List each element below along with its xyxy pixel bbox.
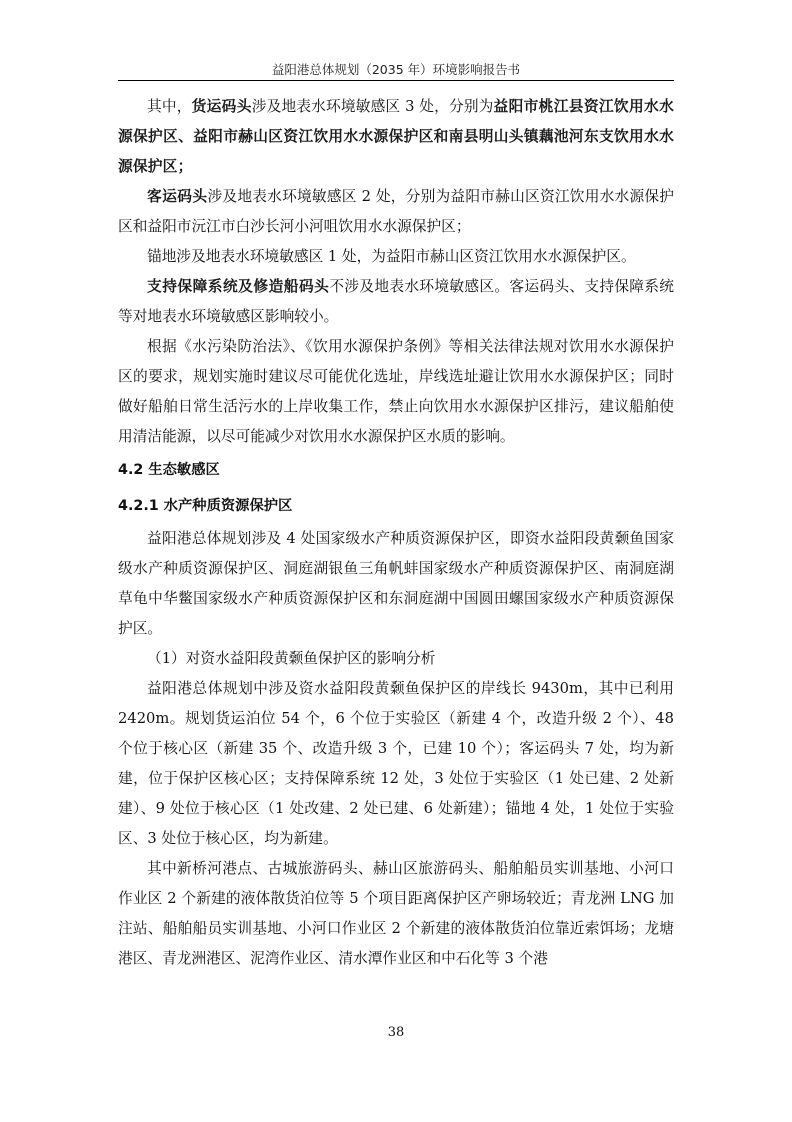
paragraph-anchorage: 锚地涉及地表水环境敏感区 1 处，为益阳市赫山区资江饮用水水源保护区。 [147,248,636,265]
paragraph-cargo-terminals [118,92,674,182]
section-heading-4-2-1: 4.2.1 水产种质资源保护区 [118,498,293,514]
paragraph-passenger-terminals [118,182,674,242]
highlight-term: 货运码头 [191,98,252,115]
paragraph-support-systems [118,272,674,332]
header-divider [118,80,674,81]
paragraph-spawning-grounds: 其中新桥河港点、古城旅游码头、赫山区旅游码头、船舶船员实训基地、小河口作业区 2 个新建的液体散货泊位等 5 个项目距离保护区产卵场较近；青龙洲 LNG 加注站、船舶船员实训基地、小河口作业区 2 个新建的液体散货泊位靠近索饵场；龙塘港区、青龙洲港区、泥湾作业区、清水潭作业区和中石化等 3 个港 [118,860,674,967]
text: 不涉及地表水环境敏感区。客运码头、支持保障系统等对地表水环境敏感区影响较小。 [118,278,674,325]
text: 其中， [147,98,192,115]
paragraph-shoreline-stats: 益阳港总体规划中涉及资水益阳段黄颡鱼保护区的岸线长 9430m，其中已利用 2420m。规划货运泊位 54 个，6 个位于实验区（新建 4 个，改造升级 2 个）、48 个位于核心区（新建 35 个、改造升级 3 个，已建 10 个）；客运码头 7 处，均为新建，位于保护区核心区；支持保障系统 12 处，3 处位于实验区（1 处已建、2 处新建）、9 处位于核心区（1 处改建、2 处已建、6 处新建）；锚地 4 处，1 处位于实验区、3 处位于核心区，均为新建。 [118,680,674,847]
text: 涉及地表水环境敏感区 3 处，分别为 [251,98,494,115]
page-body [118,92,674,974]
section-heading-4-2: 4.2 生态敏感区 [118,462,220,478]
punctuation: ； [177,158,193,175]
paragraph-regulations: 根据《水污染防治法》、《饮用水源保护条例》等相关法律法规对饮用水水源保护区的要求，规划实施时建议尽可能优化选址，岸线选址避让饮用水水源保护区；同时做好船舶日常生活污水的上岸收集工作，禁止向饮用水水源保护区排污，建议船舶使用清洁能源，以尽可能减少对饮用水水源保护区水质的影响。 [118,338,674,445]
subheading-impact-analysis: （1）对资水益阳段黄颡鱼保护区的影响分析 [147,650,436,667]
text: 涉及地表水环境敏感区 2 处，分别为益阳市赫山区资江饮用水水源保护区和益阳市沅江市白沙长河小河咀饮用水水源保护区； [118,188,674,235]
highlight-term: 支持保障系统及修造船码头 [147,278,330,295]
page-number: 38 [387,1025,405,1040]
paragraph-protected-areas: 益阳港总体规划涉及 4 处国家级水产种质资源保护区，即资水益阳段黄颡鱼国家级水产种质资源保护区、洞庭湖银鱼三角帆蚌国家级水产种质资源保护区、南洞庭湖草龟中华鳖国家级水产种质资源保护区和东洞庭湖中国圆田螺国家级水产种质资源保护区。 [118,530,674,637]
highlight-term: 益阳市桃江县资江饮用水水源保护区、益阳市赫山区资江饮用水水源保护区和南县明山头镇藕池河东支饮用水水源保护区 [118,98,674,175]
highlight-term: 客运码头 [147,188,208,205]
page-header: 益阳港总体规划（2035 年）环境影响报告书 [271,62,521,77]
